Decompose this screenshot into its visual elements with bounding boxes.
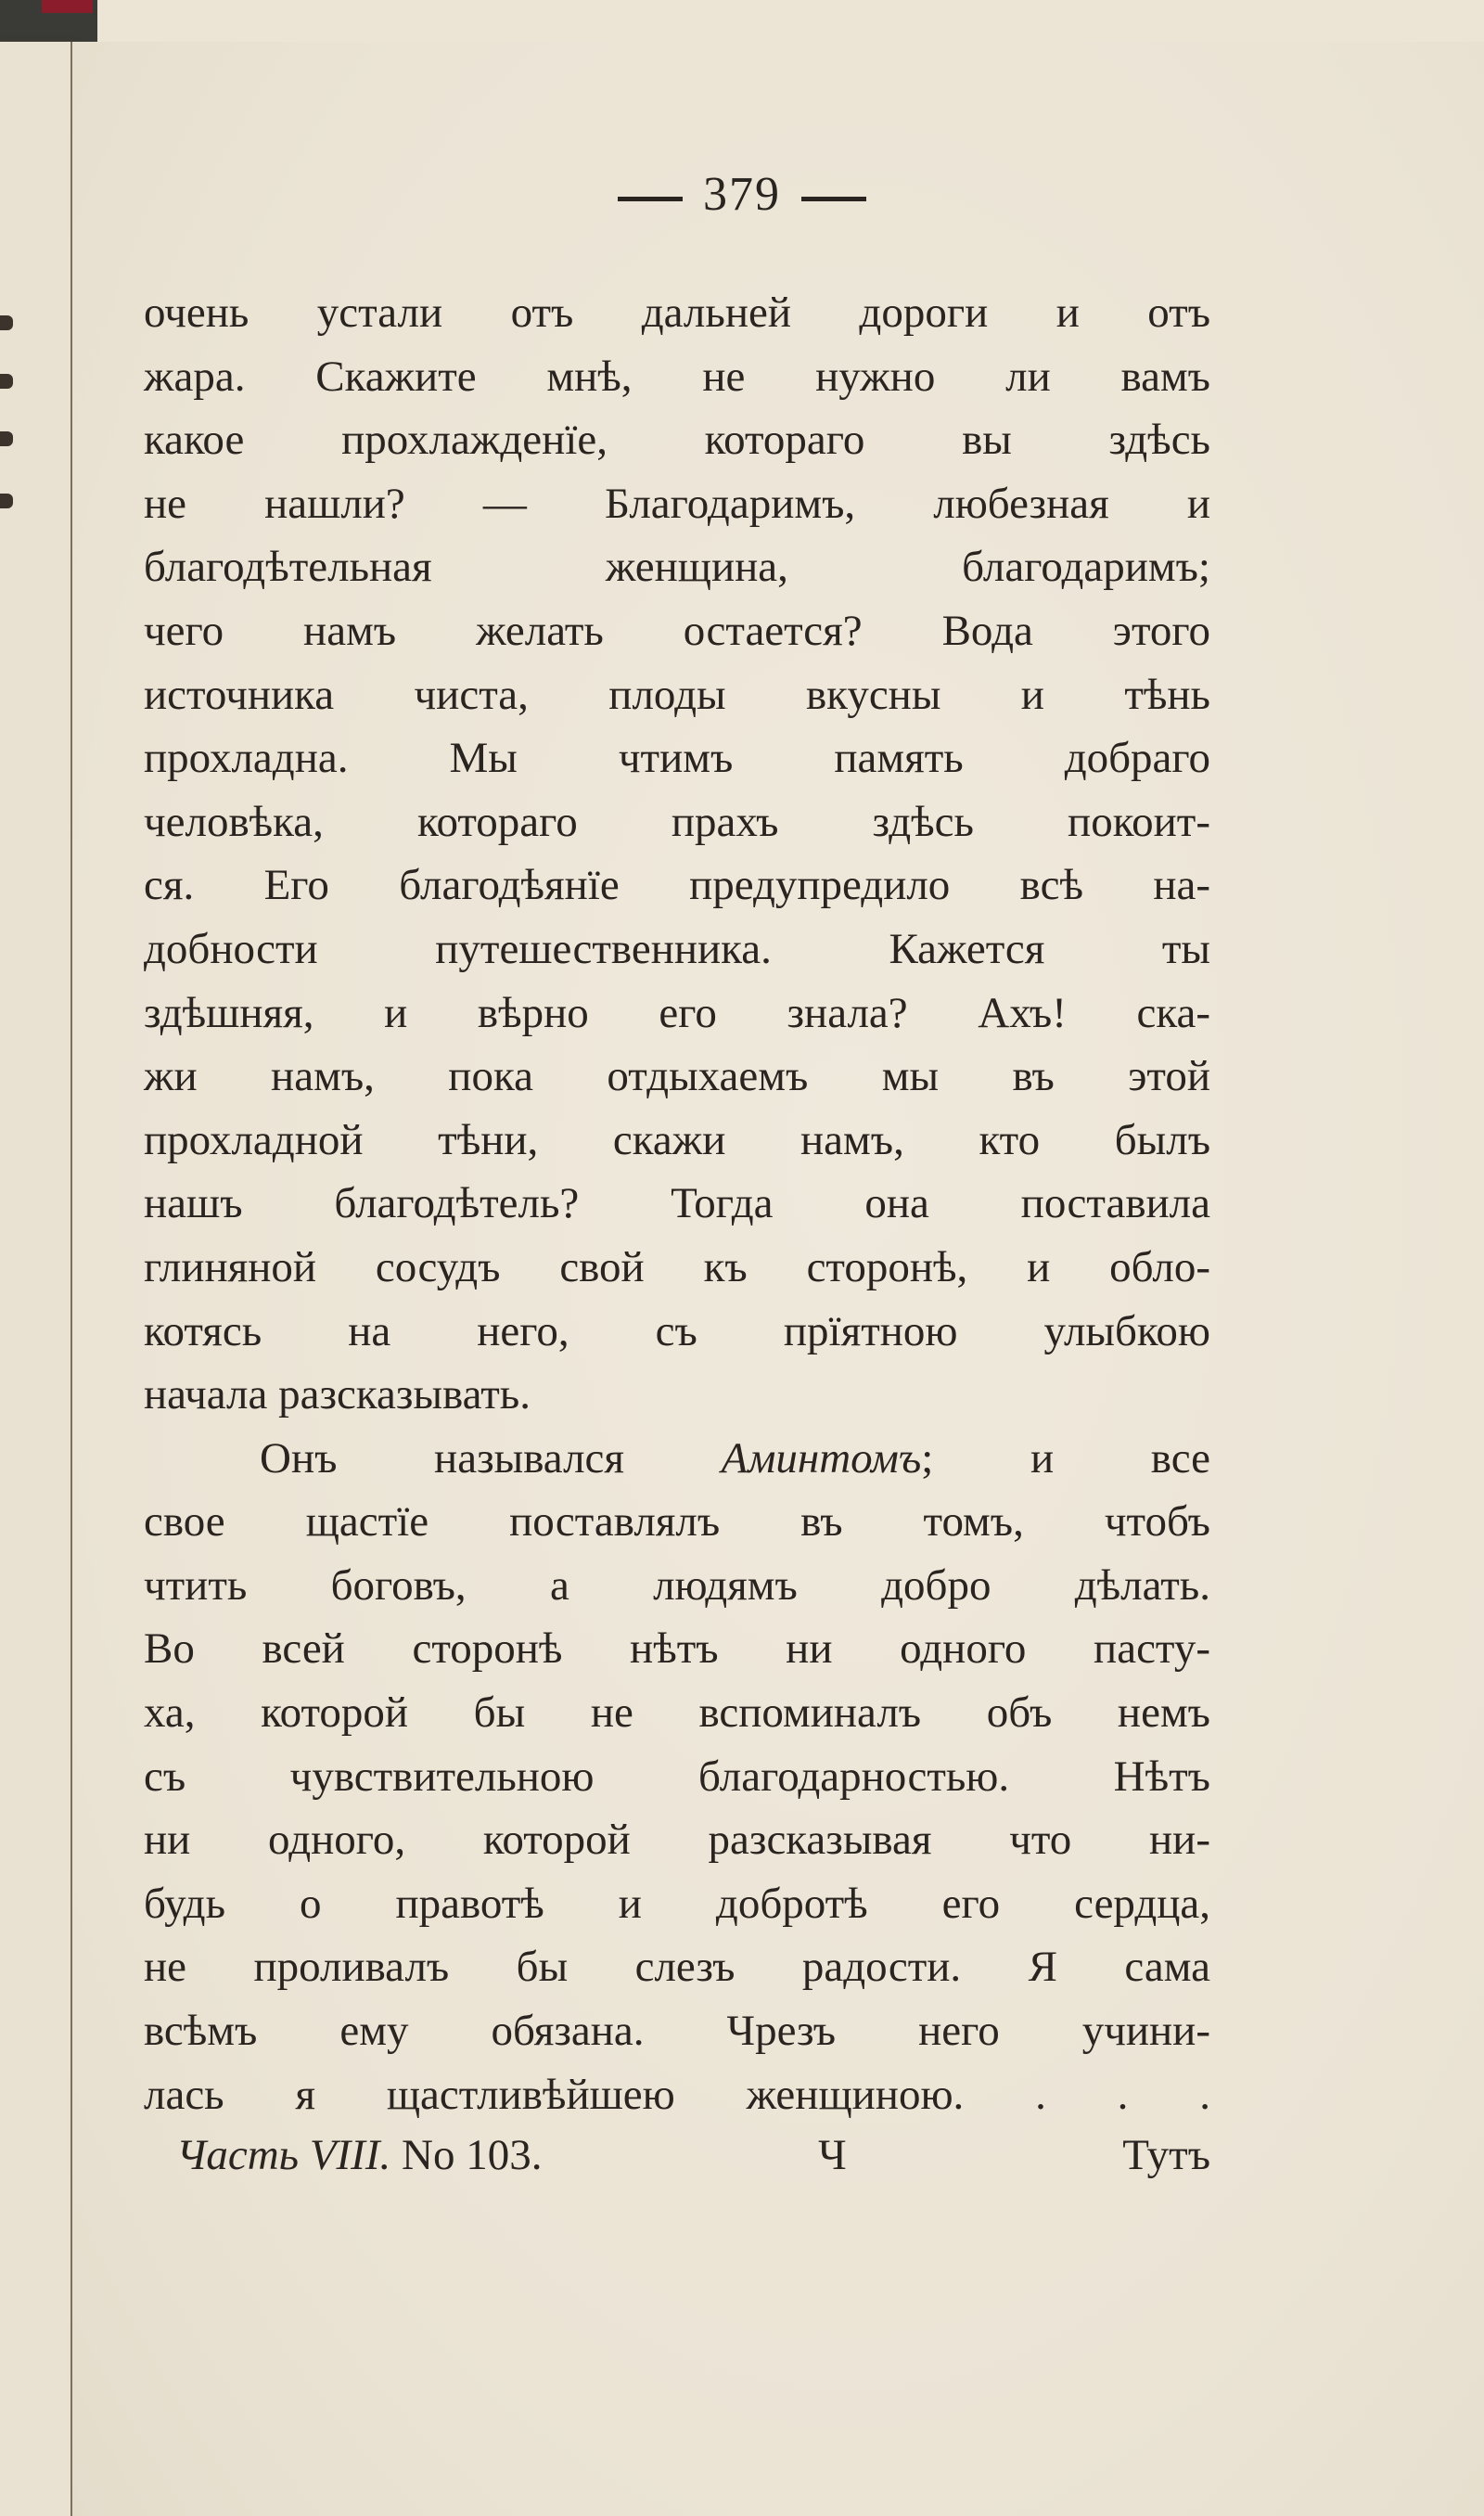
previous-page-glyph [0,374,13,389]
issue-label: No 103. [402,2131,543,2179]
text-line: чтить боговъ, а людямъ добро дѣлать. [144,1560,1210,1610]
body-text [144,281,1210,2126]
paragraph-1 [144,281,1210,1427]
text-line: свое щастїе поставлялъ въ томъ, чтобъ [144,1497,1210,1547]
text-line: не проливалъ бы слезъ радости. Я сама [144,1943,1210,1992]
text-line: человѣка, котораго прахъ здѣсь покоит- [144,797,1210,846]
text-line: будь о правотѣ и добротѣ его сердца, [144,1879,1210,1928]
text-line: глиняной сосудъ свой къ сторонѣ, и обло- [144,1242,1210,1291]
text-fragment: ; и все [921,1433,1210,1483]
text-line: чего намъ желать остается? Вода этого [144,606,1210,655]
text-line: добности путешественника. Кажется ты [144,924,1210,973]
page-number: 379 [703,168,781,221]
text-line: источника чиста, плоды вкусны и тѣнь [144,670,1210,719]
text-line: ни одного, которой разсказывая что ни- [144,1816,1210,1865]
catchword: Тутъ [1122,2131,1210,2179]
text-line: Во всей сторонѣ нѣтъ ни одного пасту- [144,1624,1210,1674]
text-line: ся. Его благодѣянїе предупредило всѣ на- [144,861,1210,910]
text-line: котясь на него, съ прїятною улыбкою [144,1306,1210,1355]
text-line: здѣшняя, и вѣрно его знала? Ахъ! ска- [144,988,1210,1037]
text-line: начала разсказывать. [144,1370,531,1419]
paragraph-2 [144,1427,1210,2127]
text-line: не нашли? — Благодаримъ, любезная и [144,479,1210,528]
text-line: всѣмъ ему обязана. Чрезъ него учини- [144,2007,1210,2056]
header-dash-right [801,197,866,201]
text-line: какое прохлажденїе, котораго вы здѣсь [144,416,1210,465]
page-number-header [0,167,1484,222]
volume-issue [176,2124,542,2187]
text-line: благодѣтельная женщина, благодаримъ; [144,543,1210,592]
text-line: жи намъ, пока отдыхаемъ мы въ этой [144,1052,1210,1101]
previous-page-edge [0,42,72,2516]
text-line: очень устали отъ дальней дороги и отъ [144,289,1210,337]
bookmark-ribbon [42,0,93,13]
volume-label: Часть VIII. [176,2131,391,2179]
italic-name: Аминтомъ [721,1433,922,1483]
text-line: прохладна. Мы чтимъ память добраго [144,734,1210,783]
text-line: лась я щастливѣйшею женщиною. . . . [144,2070,1210,2119]
signature-mark: Ч [818,2131,847,2179]
text-line: нашъ благодѣтель? Тогда она поставила [144,1179,1210,1228]
previous-page-glyph [0,315,13,330]
text-fragment: Онъ назывался [260,1433,624,1483]
text-line: ха, которой бы не вспоминалъ объ немъ [144,1688,1210,1738]
text-line: жара. Скажите мнѣ, не нужно ли вамъ [144,352,1210,401]
text-line: съ чувствительною благодарностью. Нѣтъ [144,1752,1210,1801]
previous-page-glyph [0,494,13,508]
text-line: прохладной тѣни, скажи намъ, кто былъ [144,1115,1210,1164]
header-dash-left [618,197,683,201]
previous-page-glyph [0,431,13,446]
text-line-first [144,1427,1210,1491]
page-footer [176,2124,1210,2187]
